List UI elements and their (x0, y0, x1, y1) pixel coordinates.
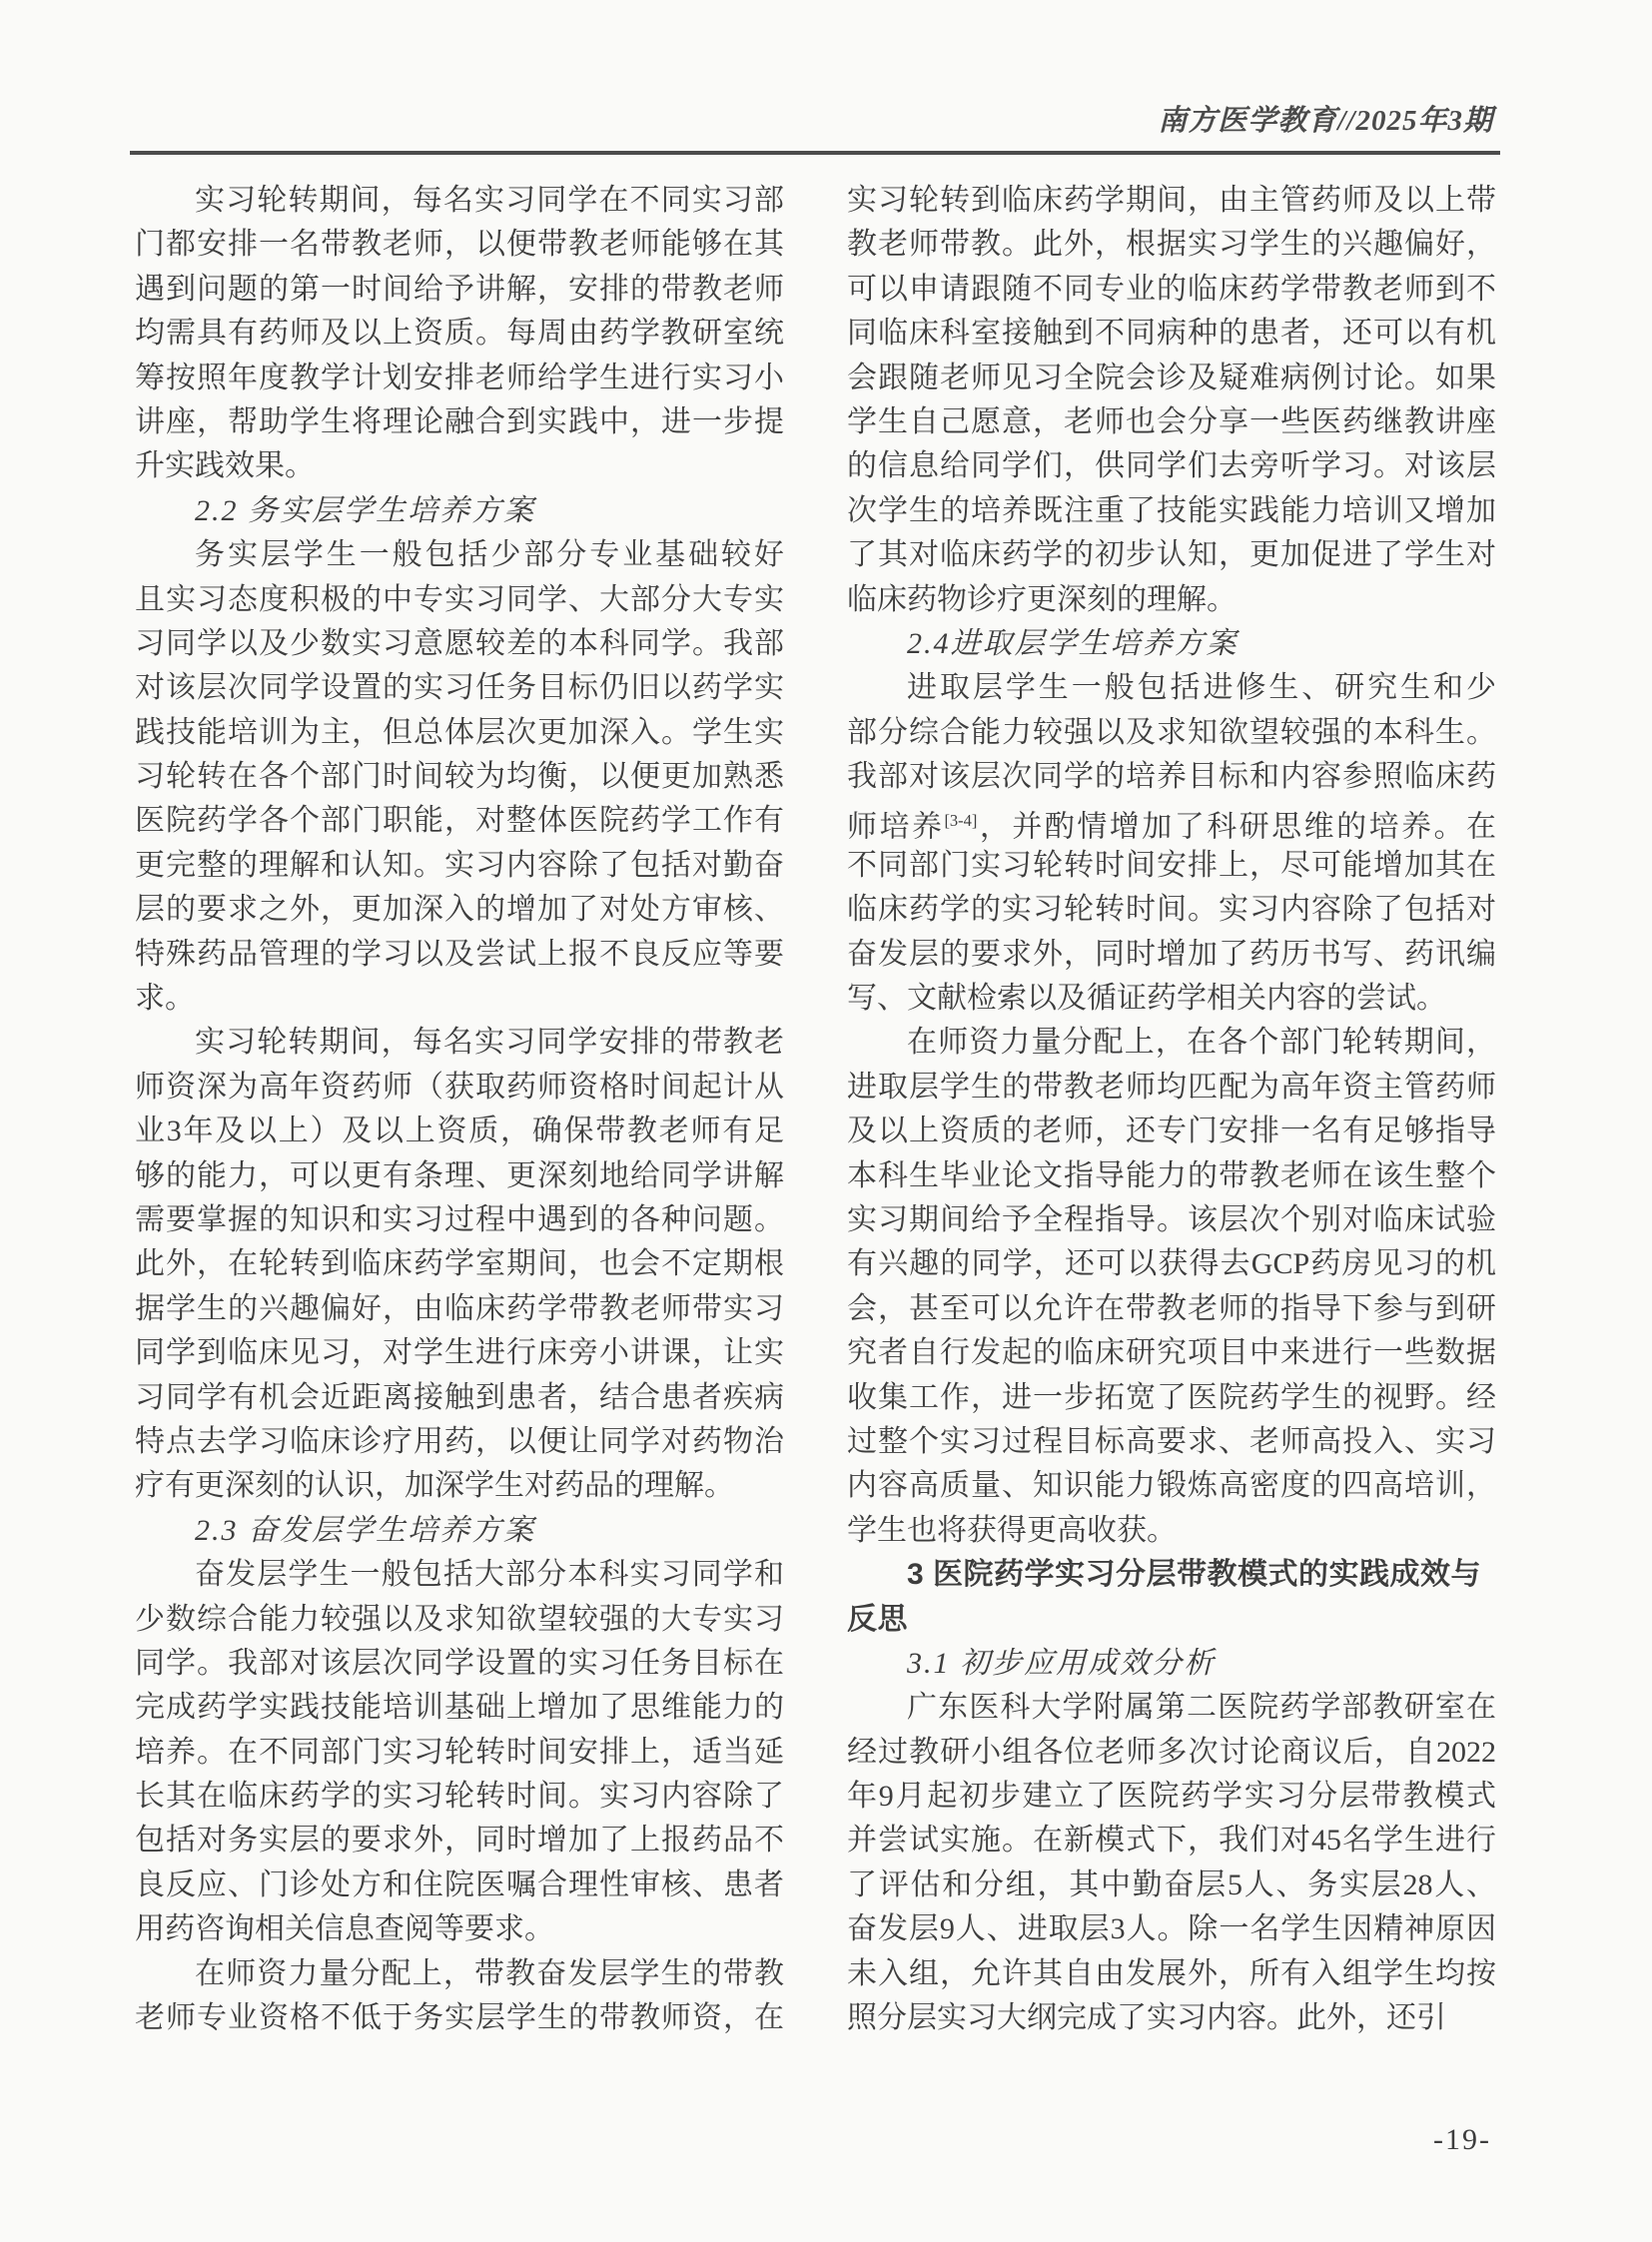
text-line: 培养。在不同部门实习轮转时间安排上，适当延 (135, 1735, 784, 1769)
text-line: 3.1 初步应用成效分析 (907, 1646, 1216, 1680)
header-rule (130, 151, 1500, 155)
text-line: 进取层学生的带教老师均匹配为高年资主管药师 (847, 1070, 1496, 1104)
column-left (135, 179, 784, 2040)
text-line: 完成药学实践技能培训基础上增加了思维能力的 (135, 1691, 784, 1725)
text-line: 在师资力量分配上，在各个部门轮转期间， (907, 1026, 1496, 1060)
text-line: 次学生的培养既注重了技能实践能力培训又增加 (847, 493, 1496, 527)
text-line: 部分综合能力较强以及求知欲望较强的本科生。 (847, 715, 1496, 749)
text-line: 升实践效果。 (135, 449, 315, 483)
section-heading (135, 1509, 784, 1553)
text-line: 疗有更深刻的认识，加深学生对药品的理解。 (135, 1469, 734, 1503)
text-line: 且实习态度积极的中专实习同学、大部分大专实 (135, 582, 784, 616)
text-line: 并尝试实施。在新模式下，我们对45名学生进行 (847, 1824, 1496, 1858)
text-line: 3 医院药学实习分层带教模式的实践成效与 (907, 1558, 1482, 1592)
text-line: 更完整的理解和认知。实习内容除了包括对勤奋 (135, 848, 784, 882)
paragraph (847, 1686, 1496, 2040)
text-line: 奋发层9人、进取层3人。除一名学生因精神原因 (847, 1912, 1496, 1946)
text-line: 进取层学生一般包括进修生、研究生和少 (907, 671, 1496, 705)
text-line: 层的要求之外，更加深入的增加了对处方审核、 (135, 893, 784, 927)
text-line: 会，甚至可以允许在带教老师的指导下参与到研 (847, 1291, 1496, 1325)
text-line: 对该层次同学设置的实习任务目标仍旧以药学实 (135, 671, 784, 705)
text-line: 筹按照年度教学计划安排老师给学生进行实习小 (135, 361, 784, 394)
text-line: 及以上资质的老师，还专门安排一名有足够指导 (847, 1115, 1496, 1148)
text-line: 习同学有机会近距离接触到患者，结合患者疾病 (135, 1380, 784, 1414)
text-line: 了评估和分组，其中勤奋层5人、务实层28人、 (847, 1868, 1496, 1901)
text-line: 够的能力，可以更有条理、更深刻地给同学讲解 (135, 1158, 784, 1192)
text-line: 需要掌握的知识和实习过程中遇到的各种问题。 (135, 1202, 784, 1236)
citation-superscript: [3-4] (944, 811, 978, 831)
text-line: 本科生毕业论文指导能力的带教老师在该生整个 (847, 1158, 1496, 1192)
text-line: 究者自行发起的临床研究项目中来进行一些数据 (847, 1336, 1496, 1370)
paragraph (135, 1553, 784, 1952)
text-line: 2.4进取层学生培养方案 (907, 626, 1239, 660)
paragraph (135, 533, 784, 1021)
text-line: 2.2 务实层学生培养方案 (195, 493, 535, 527)
text-line: 同学到临床见习，对学生进行床旁小讲课，让实 (135, 1336, 784, 1370)
text-line: 特点去学习临床诊疗用药，以便让同学对药物治 (135, 1424, 784, 1458)
text-line: 我部对该层次同学的培养目标和内容参照临床药 (847, 760, 1496, 794)
text-line: 良反应、门诊处方和住院医嘱合理性审核、患者 (135, 1868, 784, 1901)
text-line: 奋发层学生一般包括大部分本科实习同学和 (195, 1558, 784, 1592)
paragraph (847, 666, 1496, 1021)
text-line: 临床药学的实习轮转时间。实习内容除了包括对 (847, 893, 1496, 927)
text-line: 有兴趣的同学，还可以获得去GCP药房见习的机 (847, 1247, 1496, 1281)
text-line: 据学生的兴趣偏好，由临床药学带教老师带实习 (135, 1291, 784, 1325)
text-line: 遇到问题的第一时间给予讲解，安排的带教老师 (135, 272, 784, 306)
text-line: 医院药学各个部门职能，对整体医院药学工作有 (135, 804, 784, 838)
text-line: 师培养[3-4]，并酌情增加了科研思维的培养。在 (847, 811, 1497, 845)
text-line: 践技能培训为主，但总体层次更加深入。学生实 (135, 715, 784, 749)
paragraph (135, 1021, 784, 1508)
text-line: 广东医科大学附属第二医院药学部教研室在 (907, 1691, 1496, 1725)
text-line: 会跟随老师见习全院会诊及疑难病例讨论。如果 (847, 361, 1496, 394)
text-line: 同学。我部对该层次同学设置的实习任务目标在 (135, 1646, 784, 1680)
text-line: 在师资力量分配上，带教奋发层学生的带教 (195, 1956, 784, 1990)
paragraph (847, 1021, 1496, 1553)
text-line: 年9月起初步建立了医院药学实习分层带教模式 (847, 1780, 1496, 1814)
text-line: 特殊药品管理的学习以及尝试上报不良反应等要 (135, 937, 784, 971)
text-line: 讲座，帮助学生将理论融合到实践中，进一步提 (135, 404, 784, 438)
section-heading (847, 1553, 1496, 1642)
text-line: 实习期间给予全程指导。该层次个别对临床试验 (847, 1202, 1496, 1236)
text-line: 的信息给同学们，供同学们去旁听学习。对该层 (847, 449, 1496, 483)
text-line: 2.3 奋发层学生培养方案 (195, 1513, 535, 1547)
text-line: 照分层实习大纲完成了实习内容。此外，还引 (847, 2001, 1446, 2035)
text-line: 用药咨询相关信息查阅等要求。 (135, 1912, 554, 1946)
text-line: 临床药物诊疗更深刻的理解。 (847, 582, 1237, 616)
text-line: 此外，在轮转到临床药学室期间，也会不定期根 (135, 1247, 784, 1281)
text-line: 学生也将获得更高收获。 (847, 1513, 1177, 1547)
text-line: 内容高质量、知识能力锻炼高密度的四高培训， (847, 1469, 1496, 1503)
text-line: 经过教研小组各位老师多次讨论商议后，自2022 (847, 1735, 1496, 1769)
text-line: 长其在临床药学的实习轮转时间。实习内容除了 (135, 1780, 784, 1814)
text-line: 实习轮转期间，每名实习同学在不同实习部 (195, 184, 784, 217)
text-line: 求。 (135, 982, 195, 1016)
text-line: 老师专业资格不低于务实层学生的带教师资，在 (135, 2001, 784, 2035)
text-line: 奋发层的要求外，同时增加了药历书写、药讯编 (847, 937, 1496, 971)
journal-header: 南方医学教育//2025年3期 (1158, 105, 1493, 137)
paragraph (135, 1952, 784, 2041)
text-line: 业3年及以上）及以上资质，确保带教老师有足 (135, 1115, 784, 1148)
text-line: 习轮转在各个部门时间较为均衡，以便更加熟悉 (135, 760, 784, 794)
text-line: 反思 (847, 1602, 908, 1636)
text-line: 了其对临床药学的初步认知，更加促进了学生对 (847, 538, 1496, 572)
paragraph (847, 179, 1496, 622)
text-line: 务实层学生一般包括少部分专业基础较好 (195, 538, 784, 572)
text-line: 学生自己愿意，老师也会分享一些医药继教讲座 (847, 404, 1496, 438)
text-line: 少数综合能力较强以及求知欲望较强的大专实习 (135, 1602, 784, 1636)
text-line: 同临床科室接触到不同病种的患者，还可以有机 (847, 317, 1496, 351)
text-line: 写、文献检索以及循证药学相关内容的尝试。 (847, 982, 1446, 1016)
text-line: 不同部门实习轮转时间安排上，尽可能增加其在 (847, 848, 1496, 882)
paragraph (135, 179, 784, 489)
text-line: 收集工作，进一步拓宽了医院药学生的视野。经 (847, 1380, 1496, 1414)
text-line: 实习轮转到临床药学期间，由主管药师及以上带 (847, 184, 1496, 217)
text-line: 均需具有药师及以上资质。每周由药学教研室统 (135, 317, 784, 351)
text-line: 师资深为高年资药师（获取药师资格时间起计从 (135, 1070, 784, 1104)
section-heading (135, 489, 784, 533)
text-line: 可以申请跟随不同专业的临床药学带教老师到不 (847, 272, 1496, 306)
text-line: 门都安排一名带教老师，以便带教老师能够在其 (135, 228, 784, 262)
text-line: 实习轮转期间，每名实习同学安排的带教老 (195, 1026, 784, 1060)
page-number: -19- (1433, 2123, 1491, 2156)
column-right (847, 179, 1496, 2040)
text-line: 未入组，允许其自由发展外，所有入组学生均按 (847, 1956, 1496, 1990)
text-line: 包括对务实层的要求外，同时增加了上报药品不 (135, 1824, 784, 1858)
text-line: 教老师带教。此外，根据实习学生的兴趣偏好， (847, 228, 1496, 262)
text-line: 习同学以及少数实习意愿较差的本科同学。我部 (135, 626, 784, 660)
section-heading (847, 1642, 1496, 1686)
text-line: 过整个实习过程目标高要求、老师高投入、实习 (847, 1424, 1496, 1458)
section-heading (847, 622, 1496, 666)
